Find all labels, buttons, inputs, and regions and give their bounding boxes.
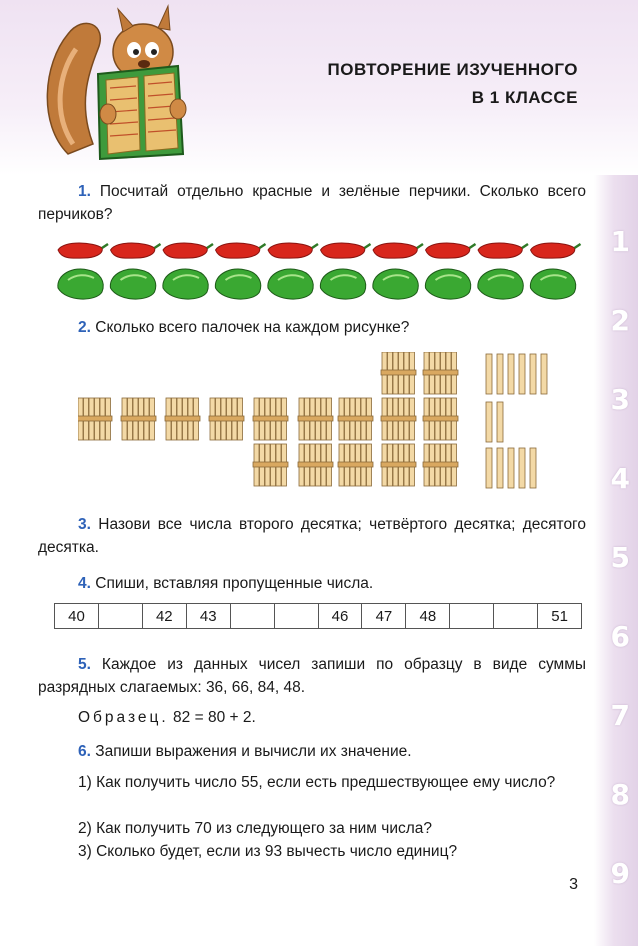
red-pepper [111, 243, 155, 258]
single-stick [530, 354, 536, 394]
title-line-1: ПОВТОРЕНИЕ ИЗУЧЕННОГО [327, 60, 578, 79]
bundle-band [338, 416, 373, 421]
stick-bundle [381, 352, 416, 394]
red-pepper-stem [102, 244, 108, 248]
number-cell-empty [99, 604, 143, 628]
stick-bundle [298, 444, 333, 486]
green-pepper [58, 269, 103, 299]
stick-bundle [338, 398, 373, 440]
bundle-band [165, 416, 200, 421]
red-pepper-stem [575, 244, 581, 248]
number-cell-empty [450, 604, 494, 628]
bundle-band [253, 462, 288, 467]
number-cell: 46 [319, 604, 363, 628]
green-pepper [530, 269, 575, 299]
sticks-illustration [78, 352, 588, 502]
stick-bundle [78, 398, 112, 440]
bundle-band [298, 416, 333, 421]
stick-bundle [165, 398, 200, 440]
stick-bundle [423, 444, 458, 486]
number-cell: 51 [551, 607, 568, 625]
green-pepper [163, 269, 208, 299]
task-number: 1. [78, 183, 91, 200]
green-pepper [478, 269, 523, 299]
green-pepper [268, 269, 313, 299]
sample-expression: 82 = 80 + 2. [168, 709, 256, 726]
stick-bundle [209, 398, 244, 440]
red-pepper-stem [312, 244, 318, 248]
single-stick [486, 448, 492, 488]
red-pepper [478, 243, 522, 258]
red-pepper-stem [207, 244, 213, 248]
stick-bundle [253, 444, 288, 486]
bundle-band [121, 416, 156, 421]
task-number: 5. [78, 656, 91, 673]
bundle-band [381, 370, 416, 375]
number-cell: 47 [362, 604, 406, 628]
red-pepper-stem [417, 244, 423, 248]
task-text: Запиши выражения и вычисли их значение. [90, 743, 412, 760]
single-stick [508, 448, 514, 488]
number-cell: 40 [55, 604, 99, 628]
single-stick [486, 402, 492, 442]
side-digit: 8 [610, 778, 630, 811]
side-digit: 9 [610, 857, 630, 890]
task-text: Посчитай отдельно красные и зелёные перчики. Сколько всего перчиков? [38, 183, 586, 223]
stick-bundle [381, 444, 416, 486]
side-digit: 3 [610, 383, 630, 416]
bundle-band [253, 416, 288, 421]
red-pepper-stem [522, 244, 528, 248]
stick-bundle [298, 398, 333, 440]
number-cell: 48 [406, 604, 450, 628]
single-stick [519, 448, 525, 488]
red-pepper [321, 243, 365, 258]
single-stick [497, 402, 503, 442]
task-text: Спиши, вставляя пропущенные числа. [90, 575, 374, 592]
number-cell: 43 [187, 604, 231, 628]
task-text: Каждое из данных чисел запиши по образцу в виде суммы разрядных слагаемых: 36, 66, 84, 48. [38, 656, 586, 696]
stick-bundle [423, 352, 458, 394]
side-digit: 7 [610, 699, 630, 732]
task-3 [38, 513, 586, 559]
task-text: Назови все числа второго десятка; четвёртого десятка; десятого десятка. [38, 516, 586, 556]
number-row-table [54, 603, 582, 629]
task-2 [38, 316, 586, 339]
single-stick [541, 354, 547, 394]
side-digit: 6 [610, 620, 630, 653]
red-pepper [58, 243, 102, 258]
single-stick [497, 354, 503, 394]
task-number: 4. [78, 575, 91, 592]
red-pepper-stem [260, 244, 266, 248]
red-pepper-stem [365, 244, 371, 248]
task-1 [38, 180, 586, 226]
red-pepper-stem [470, 244, 476, 248]
sample-label: Образец. [78, 709, 169, 726]
task-6 [38, 740, 586, 763]
stick-bundle [423, 398, 458, 440]
task-5-sample [38, 706, 586, 729]
single-stick [486, 354, 492, 394]
task-text: Сколько всего палочек на каждом рисунке? [90, 319, 410, 336]
side-digit: 1 [610, 225, 630, 258]
stick-bundle [338, 444, 373, 486]
stick-bundles [78, 352, 458, 486]
task-number: 3. [78, 516, 91, 533]
bundle-band [381, 462, 416, 467]
red-pepper [531, 243, 575, 258]
bundle-band [209, 416, 244, 421]
task-6-question-2: 2) Как получить 70 из следующего за ним числа? [78, 820, 433, 837]
single-stick [497, 448, 503, 488]
number-cell-empty [275, 604, 319, 628]
stick-bundle [253, 398, 288, 440]
task-5 [38, 653, 586, 699]
red-pepper [268, 243, 312, 258]
red-pepper [216, 243, 260, 258]
green-pepper [425, 269, 470, 299]
red-pepper [373, 243, 417, 258]
number-cell-empty [494, 604, 538, 628]
red-pepper-stem [155, 244, 161, 248]
red-pepper [163, 243, 207, 258]
bundle-band [298, 462, 333, 467]
green-pepper [320, 269, 365, 299]
page-title [328, 56, 578, 112]
stick-bundle [381, 398, 416, 440]
title-line-2: В 1 КЛАССЕ [471, 88, 578, 107]
green-peppers-row [58, 269, 576, 299]
bundle-band [338, 462, 373, 467]
squirrel-reading-illustration [38, 4, 208, 164]
page-number: 3 [569, 876, 578, 893]
single-stick [530, 448, 536, 488]
single-stick [508, 354, 514, 394]
task-4 [38, 572, 586, 595]
single-sticks [486, 354, 547, 488]
red-peppers-row [58, 243, 581, 258]
bundle-band [381, 416, 416, 421]
bundle-band [423, 462, 458, 467]
green-pepper [110, 269, 155, 299]
green-pepper [215, 269, 260, 299]
task-number: 6. [78, 743, 91, 760]
bundle-band [423, 416, 458, 421]
task-6-question-3: 3) Сколько будет, если из 93 вычесть число единиц? [78, 843, 458, 860]
red-pepper [426, 243, 470, 258]
side-digit: 5 [610, 541, 630, 574]
number-cell-empty [231, 604, 275, 628]
task-6-question-1: 1) Как получить число 55, если есть предшествующее ему число? [78, 774, 556, 791]
stick-bundle [121, 398, 156, 440]
green-pepper [373, 269, 418, 299]
peppers-illustration [54, 236, 584, 304]
task-number: 2. [78, 319, 91, 336]
bundle-band [78, 416, 112, 421]
bundle-band [423, 370, 458, 375]
side-digit: 4 [610, 462, 630, 495]
single-stick [519, 354, 525, 394]
side-digit: 2 [610, 304, 630, 337]
number-cell: 42 [143, 604, 187, 628]
